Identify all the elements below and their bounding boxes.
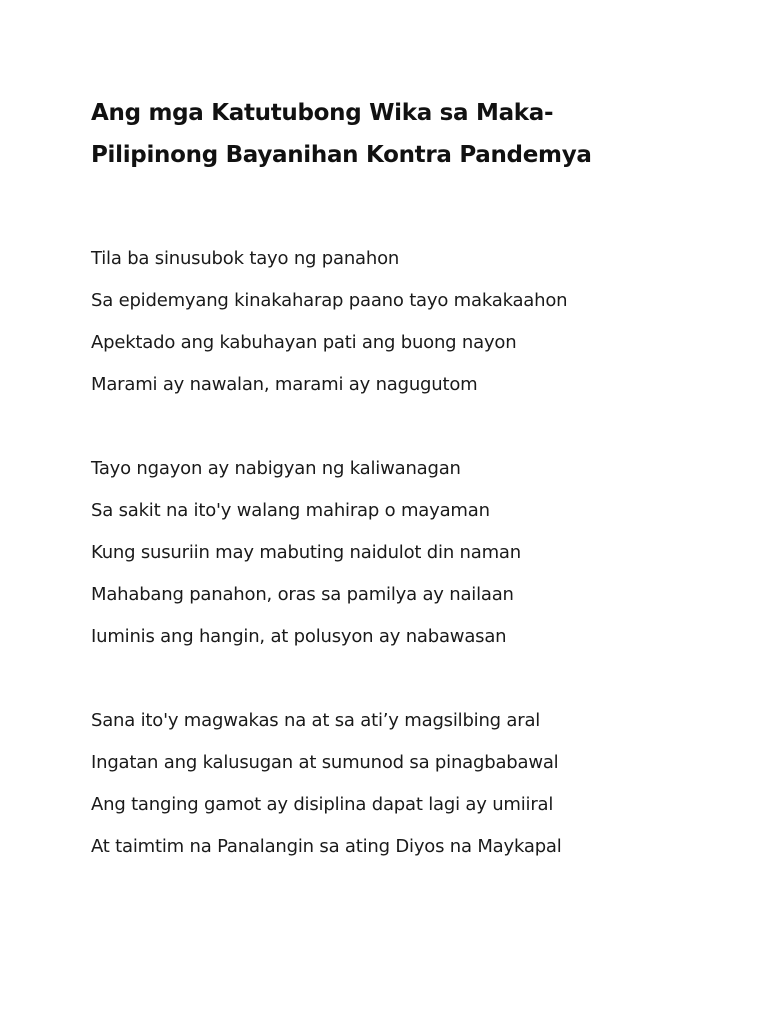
poem-line: Iuminis ang hangin, at polusyon ay nabawasan [91,626,507,647]
poem-line: Marami ay nawalan, marami ay nagugutom [91,374,478,395]
poem-line: Sa epidemyang kinakaharap paano tayo makakaahon [91,290,568,311]
stanza-3 [91,700,711,868]
stanza-2 [91,448,711,658]
poem-line: Mahabang panahon, oras sa pamilya ay nailaan [91,584,514,605]
poem-title-line: Ang mga Katutubong Wika sa Maka- [91,100,554,126]
poem-line: Kung susuriin may mabuting naidulot din naman [91,542,521,563]
document-page [91,92,711,910]
poem-line: Sa sakit na ito'y walang mahirap o mayaman [91,500,490,521]
poem-line: Tila ba sinusubok tayo ng panahon [91,248,400,269]
poem-line: Ingatan ang kalusugan at sumunod sa pinagbabawal [91,752,559,773]
poem-title-line: Pilipinong Bayanihan Kontra Pandemya [91,142,592,168]
poem-line: At taimtim na Panalangin sa ating Diyos na Maykapal [91,836,562,857]
poem-line: Sana ito'y magwakas na at sa ati’y magsilbing aral [91,710,541,731]
poem-title [91,92,711,176]
poem-line: Apektado ang kabuhayan pati ang buong nayon [91,332,517,353]
poem-line: Tayo ngayon ay nabigyan ng kaliwanagan [91,458,461,479]
poem-line: Ang tanging gamot ay disiplina dapat lagi ay umiiral [91,794,554,815]
poem-body [91,238,711,868]
stanza-1 [91,238,711,406]
